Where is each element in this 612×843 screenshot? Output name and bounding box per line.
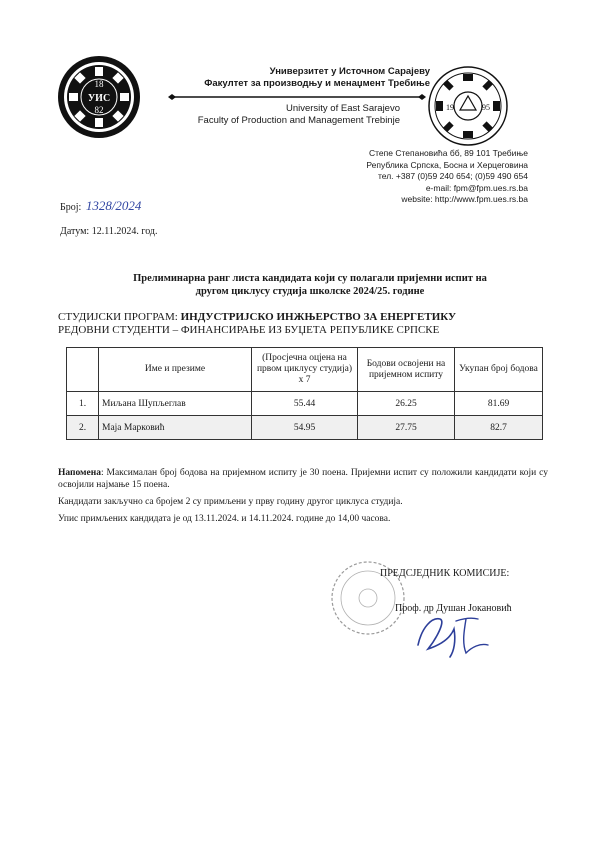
conclusion-paragraph: Кандидати закључно са бројем 2 су примљени у прву годину другог циклуса студија. xyxy=(58,497,403,507)
faculty-name-english: Faculty of Production and Management Trebinje xyxy=(197,115,400,126)
header-english xyxy=(150,103,400,127)
header-cell-number xyxy=(67,348,99,392)
document-number xyxy=(60,198,141,214)
document-title xyxy=(95,272,525,298)
row-gpa: 54.95 xyxy=(252,416,358,440)
country: Република Српска, Босна и Херцеговина xyxy=(366,159,528,170)
row-number: 2. xyxy=(67,416,99,440)
faculty-seal-logo xyxy=(428,66,508,146)
row-number: 1. xyxy=(67,392,99,416)
svg-text:УИС: УИС xyxy=(87,93,111,104)
note-text: : Максималан број бодова на пријемном испиту је 30 поена. Пријемни испит су положили кандидати који су освојили најмање 15 поена. xyxy=(58,468,548,490)
table-row xyxy=(67,392,543,416)
title-line-2: другом циклусу студија школске 2024/25. године xyxy=(195,286,425,297)
svg-text:95: 95 xyxy=(482,103,490,112)
row-exam-points: 26.25 xyxy=(358,392,455,416)
address: Степе Степановића бб, 89 101 Требиње xyxy=(369,148,528,158)
header-cell-exam-points: Бодови освојени на пријемном испиту xyxy=(358,348,455,392)
committee-chair-name: Проф. др Душан Јокановић xyxy=(395,603,512,614)
document-date: Датум: 12.11.2024. год. xyxy=(60,226,158,237)
svg-text:18: 18 xyxy=(94,79,104,89)
row-total: 82.7 xyxy=(455,416,543,440)
header-divider xyxy=(168,93,426,101)
phone: тел. +387 (0)59 240 654; (0)59 490 654 xyxy=(377,171,528,181)
table-header-row xyxy=(67,348,543,392)
header-cell-name: Име и презиме xyxy=(99,348,252,392)
ranking-table xyxy=(66,347,543,440)
university-name-english: University of East Sarajevo xyxy=(285,103,400,114)
header-university xyxy=(150,66,430,90)
email: e-mail: fpm@fpm.ues.rs.ba xyxy=(425,182,528,193)
row-name: Маја Марковић xyxy=(99,416,252,440)
program-label: СТУДИЈСКИ ПРОГРАМ: xyxy=(58,311,178,323)
row-exam-points: 27.75 xyxy=(358,416,455,440)
committee-chair-title: ПРЕДСЈЕДНИК КОМИСИЈЕ: xyxy=(380,568,510,579)
handwritten-signature xyxy=(410,605,500,661)
note-paragraph xyxy=(58,467,548,491)
header-cell-gpa: (Просјечна оцјена на првом циклусу студија) х 7 xyxy=(252,348,358,392)
notes-section xyxy=(58,467,548,530)
website: website: http://www.fpm.ues.rs.ba xyxy=(401,194,528,204)
row-total: 81.69 xyxy=(455,392,543,416)
svg-text:82: 82 xyxy=(94,105,104,115)
table-row xyxy=(67,416,543,440)
study-program xyxy=(58,311,528,324)
enrollment-paragraph: Упис примљених кандидата је од 13.11.2024. и 14.11.2024. године до 14,00 часова. xyxy=(58,514,391,524)
document-number-label: Број: xyxy=(60,202,82,213)
title-line-1: Прелиминарна ранг листа кандидата који су полагали пријемни испит на xyxy=(133,273,487,284)
university-name-cyrillic: Универзитет у Источном Сарајеву xyxy=(269,66,430,77)
note-label: Напомена xyxy=(58,468,101,478)
university-seal-logo xyxy=(57,55,141,139)
row-gpa: 55.44 xyxy=(252,392,358,416)
header-cell-total: Укупан број бодова xyxy=(455,348,543,392)
program-name: ИНДУСТРИЈСКО ИНЖЊЕРСТВО ЗА ЕНЕРГЕТИКУ xyxy=(180,311,457,323)
svg-text:19: 19 xyxy=(446,103,454,112)
document-number-handwritten: 1328/2024 xyxy=(85,198,142,213)
faculty-name-cyrillic: Факултет за производњу и менаџмент Требиње xyxy=(204,78,430,89)
program-funding: РЕДОВНИ СТУДЕНТИ – ФИНАНСИРАЊЕ ИЗ БУЏЕТА РЕПУБЛИКЕ СРПСКЕ xyxy=(58,324,440,336)
contact-block xyxy=(300,148,528,206)
row-name: Миљана Шупљеглав xyxy=(99,392,252,416)
